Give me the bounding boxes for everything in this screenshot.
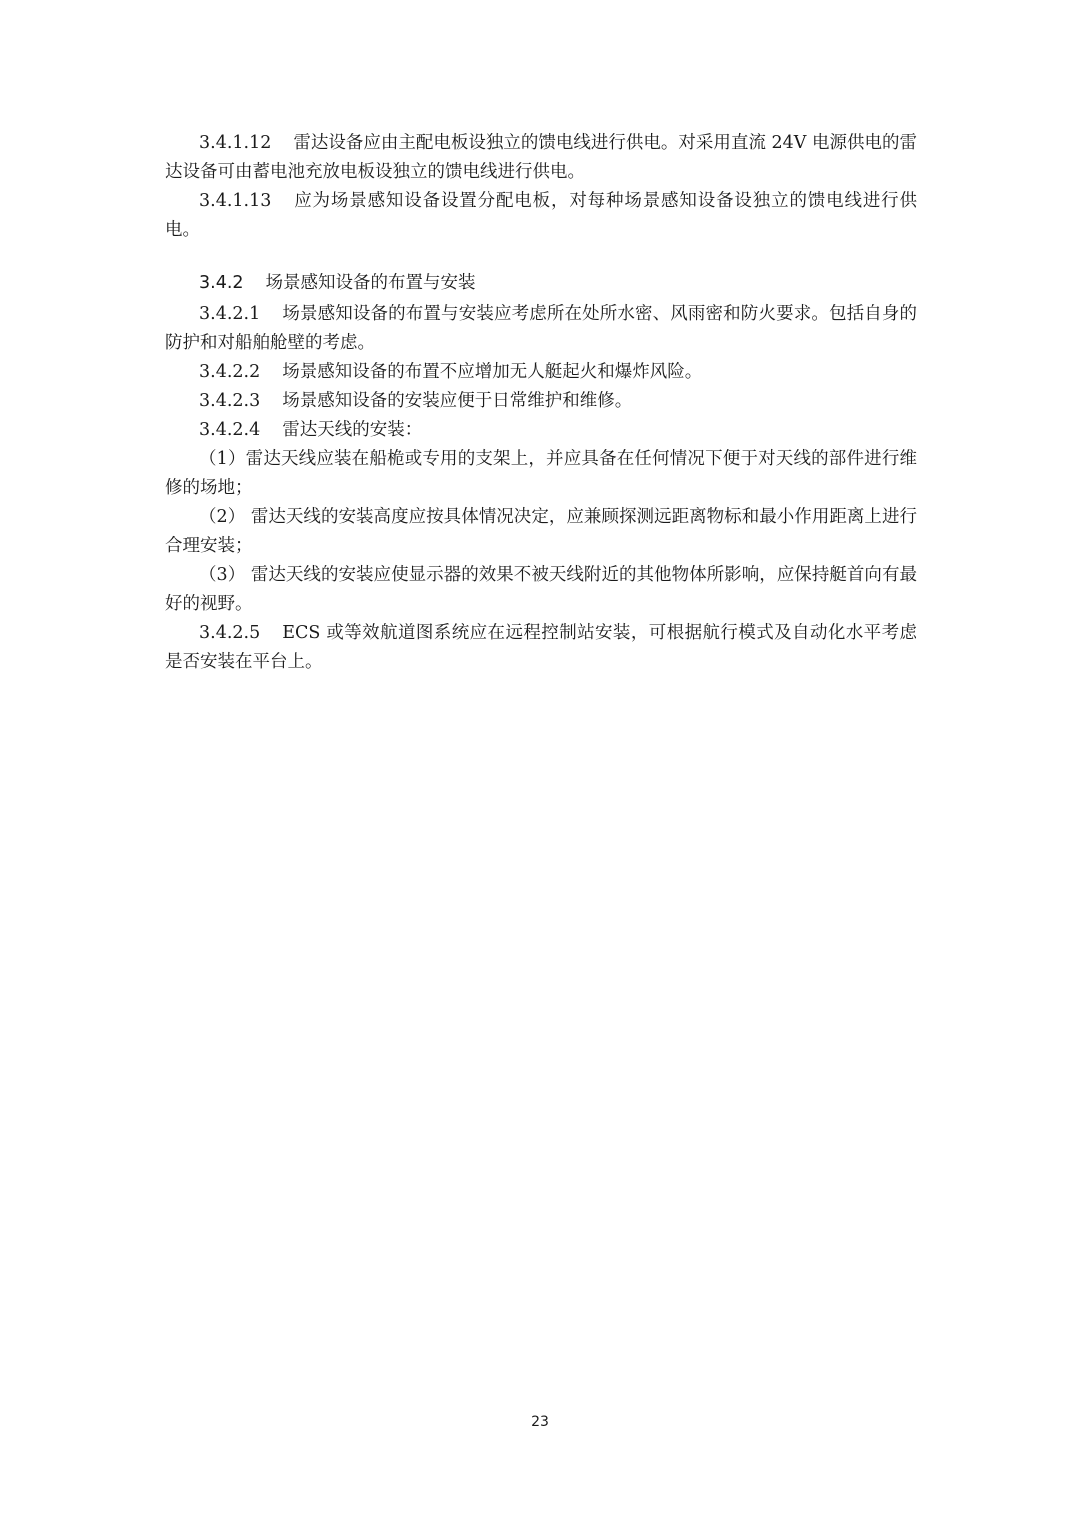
clause-text: 雷达天线的安装： [282,420,423,440]
clause-3-4-2-1 [165,300,917,358]
clause-text: 场景感知设备的布置不应增加无人艇起火和爆炸风险。 [282,362,703,382]
clause-3-4-2-4 [165,416,917,445]
section-number: 3.4.2 [199,273,244,293]
clause-number: 3.4.1.13 [199,191,272,211]
page-content [165,129,917,677]
clause-number: 3.4.2.4 [199,420,261,440]
clause-text: 场景感知设备的布置与安装应考虑所在处所水密、风雨密和防火要求。包括自身的防护和对船舶舱壁的考虑。 [165,304,917,353]
clause-3-4-2-2 [165,358,917,387]
clause-number: 3.4.2.5 [199,623,261,643]
list-item: （2） 雷达天线的安装高度应按具体情况决定，应兼顾探测远距离物标和最小作用距离上进行合理安装； [165,507,917,556]
clause-number: 3.4.2.3 [199,391,261,411]
clause-number: 3.4.2.2 [199,362,261,382]
clause-number: 3.4.2.1 [199,304,261,324]
section-title: 场景感知设备的布置与安装 [265,273,476,293]
clause-3-4-1-13 [165,187,917,245]
list-item: （1）雷达天线应装在船桅或专用的支架上，并应具备在任何情况下便于对天线的部件进行维修的场地； [165,449,917,498]
clause-text: 雷达设备应由主配电板设独立的馈电线进行供电。对采用直流 24V 电源供电的雷达设备可由蓄电池充放电板设独立的馈电线进行供电。 [165,133,917,182]
clause-text: ECS 或等效航道图系统应在远程控制站安装，可根据航行模式及自动化水平考虑是否安装在平台上。 [165,623,917,672]
clause-text: 场景感知设备的安装应便于日常维护和维修。 [282,391,633,411]
page-number: 23 [531,1414,549,1430]
section-heading [165,269,917,298]
clause-text: 应为场景感知设备设置分配电板，对每种场景感知设备设独立的馈电线进行供电。 [165,191,917,240]
clause-3-4-2-5 [165,619,917,677]
clause-3-4-1-12 [165,129,917,187]
clause-number: 3.4.1.12 [199,133,272,153]
clause-3-4-2-3 [165,387,917,416]
list-item: （3） 雷达天线的安装应使显示器的效果不被天线附近的其他物体所影响，应保持艇首向有最好的视野。 [165,565,917,614]
